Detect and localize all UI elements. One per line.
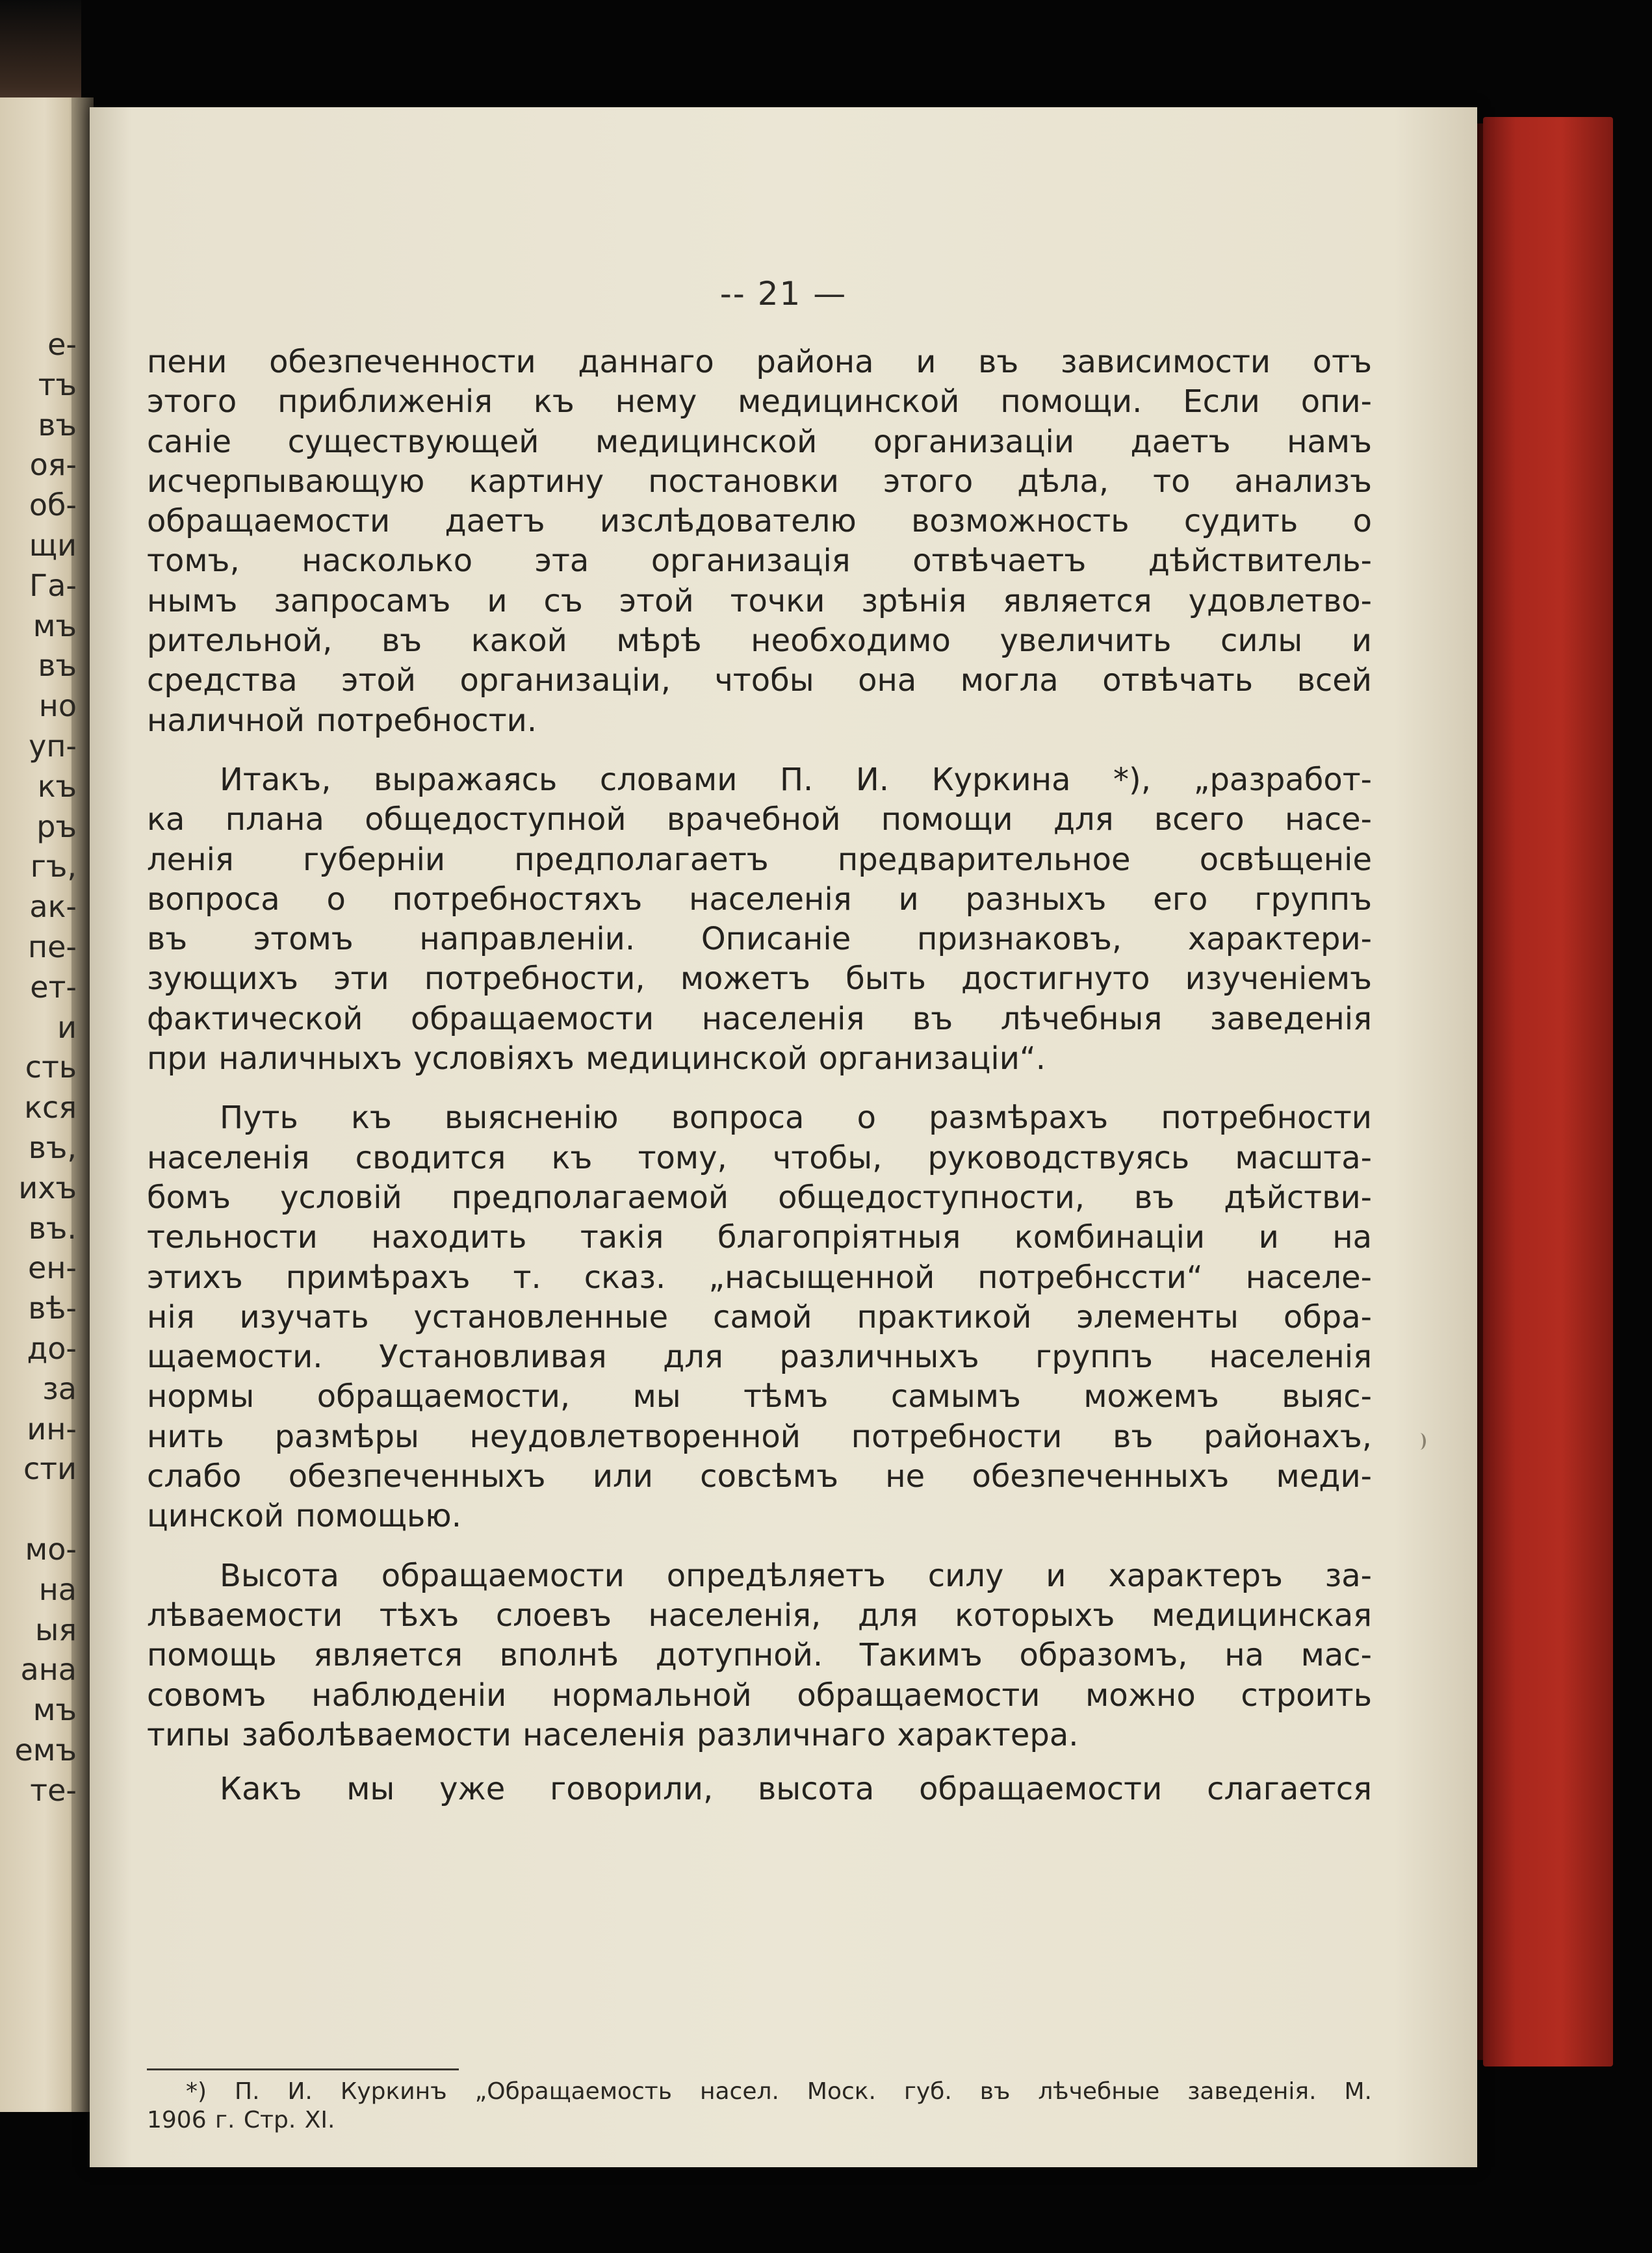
left-page-fragment: мо- bbox=[25, 1531, 77, 1567]
text-line: Итакъ, выражаясь словами П. И. Куркина *), „разработ- bbox=[220, 761, 1372, 798]
left-page-fragment: къ bbox=[37, 768, 77, 804]
footnote-line: 1906 г. Стр. XI. bbox=[147, 2107, 335, 2133]
body-text bbox=[147, 342, 1372, 1809]
text-line: въ этомъ направленіи. Описаніе признаковъ, характери- bbox=[147, 921, 1372, 958]
left-page-text-fragments bbox=[0, 325, 77, 1810]
text-line: обращаемости даетъ изслѣдователю возможность судить о bbox=[147, 503, 1372, 540]
text-line: нымъ запросамъ и съ этой точки зрѣнія является удовлетво- bbox=[147, 582, 1372, 619]
text-line: ленія губерніи предполагаетъ предварительное освѣщеніе bbox=[147, 841, 1372, 878]
text-line: лѣваемости тѣхъ слоевъ населенія, для которыхъ медицинская bbox=[147, 1597, 1372, 1634]
book-page bbox=[90, 107, 1477, 2167]
left-page-fragment: е- bbox=[47, 327, 77, 362]
text-line: населенія сводится къ тому, чтобы, руководствуясь масшта- bbox=[147, 1139, 1372, 1176]
left-page-fragment: ин- bbox=[27, 1411, 77, 1447]
text-line: саніе существующей медицинской организаціи даетъ намъ bbox=[147, 423, 1372, 460]
text-line: рительной, въ какой мѣрѣ необходимо увеличить силы и bbox=[147, 623, 1372, 660]
left-page-fragment: ихъ bbox=[18, 1170, 77, 1205]
text-line: цинской помощью. bbox=[147, 1498, 461, 1535]
text-line: нить размѣры неудовлетворенной потребности въ районахъ, bbox=[147, 1418, 1372, 1455]
text-line: при наличныхъ условіяхъ медицинской организаціи“. bbox=[147, 1040, 1046, 1077]
left-page-fragment: за bbox=[42, 1371, 77, 1406]
left-page-fragment: ръ bbox=[36, 808, 77, 844]
paragraph-gap bbox=[147, 1755, 1372, 1770]
text-line: пени обезпеченности даннаго района и въ зависимости отъ bbox=[147, 344, 1372, 380]
text-line: Высота обращаемости опредѣляетъ силу и характеръ за- bbox=[220, 1557, 1372, 1594]
text-line: фактической обращаемости населенія въ лѣчебныя заведенія bbox=[147, 1000, 1372, 1037]
text-line: совомъ наблюденіи нормальной обращаемости можно строить bbox=[147, 1677, 1372, 1714]
left-page-fragment: гъ, bbox=[30, 849, 77, 884]
text-line: наличной потребности. bbox=[147, 702, 537, 739]
left-page-fragment: ана bbox=[20, 1652, 77, 1688]
text-line: типы заболѣваемости населенія различнаго характера. bbox=[147, 1716, 1079, 1753]
left-page-fragment: емъ bbox=[14, 1732, 77, 1768]
left-page-fragment: въ bbox=[38, 648, 77, 684]
text-line: нормы обращаемости, мы тѣмъ самымъ можемъ выяс- bbox=[147, 1378, 1372, 1415]
text-line: ка плана общедоступной врачебной помощи для всего насе- bbox=[147, 801, 1372, 838]
footnote bbox=[147, 2078, 1372, 2135]
left-page-fragment: щи bbox=[29, 527, 77, 563]
left-page-fragment: уп- bbox=[29, 728, 77, 764]
left-page-fragment: мъ bbox=[32, 608, 77, 643]
right-red-cover bbox=[1483, 117, 1613, 2066]
text-line: Какъ мы уже говорили, высота обращаемости слагается bbox=[220, 1771, 1372, 1808]
left-page-fragment: мъ bbox=[32, 1692, 77, 1728]
footnote-line: *) П. И. Куркинъ „Обращаемость насел. Моск. губ. въ лѣчебные заведенія. М. bbox=[186, 2078, 1372, 2105]
left-page-fragment: въ bbox=[38, 407, 77, 443]
text-line: бомъ условій предполагаемой общедоступности, въ дѣйстви- bbox=[147, 1179, 1372, 1216]
footnote-rule bbox=[147, 2068, 459, 2070]
left-page-fragment: но bbox=[38, 688, 77, 724]
paragraph-gap bbox=[147, 1537, 1372, 1556]
paper-mark bbox=[1414, 1433, 1426, 1450]
left-page-fragment: сть bbox=[25, 1049, 77, 1085]
page-number: -- 21 — bbox=[719, 275, 847, 313]
left-page-fragment: ен- bbox=[28, 1250, 77, 1286]
left-page-fragment: вѣ- bbox=[28, 1291, 77, 1326]
left-page-fragment: ыя bbox=[35, 1612, 77, 1647]
text-line: Путь къ выясненію вопроса о размѣрахъ потребности bbox=[220, 1100, 1372, 1137]
text-line: тельности находить такія благопріятныя комбинаціи и на bbox=[147, 1219, 1372, 1256]
text-line: средства этой организаціи, чтобы она могла отвѣчать всей bbox=[147, 662, 1372, 699]
left-page-fragment: въ. bbox=[28, 1210, 77, 1246]
text-line: слабо обезпеченныхъ или совсѣмъ не обезпеченныхъ меди- bbox=[147, 1458, 1372, 1495]
text-line: этого приближенія къ нему медицинской помощи. Если опи- bbox=[147, 383, 1372, 420]
left-page-fragment: сти bbox=[23, 1451, 77, 1487]
text-line: нія изучать установленные самой практикой элементы обра- bbox=[147, 1298, 1372, 1335]
text-line: помощь является вполнѣ дотупной. Такимъ образомъ, на мас- bbox=[147, 1637, 1372, 1674]
paragraph-gap bbox=[147, 741, 1372, 760]
left-page-fragment: ак- bbox=[29, 889, 77, 925]
text-line: этихъ примѣрахъ т. сказ. „насыщенной потребнссти“ населе- bbox=[147, 1259, 1372, 1296]
text-line: щаемости. Установливая для различныхъ группъ населенія bbox=[147, 1339, 1372, 1376]
text-line: вопроса о потребностяхъ населенія и разныхъ его группъ bbox=[147, 881, 1372, 918]
left-page-fragment: ет- bbox=[30, 969, 77, 1005]
left-page-fragment: тъ bbox=[38, 367, 77, 402]
left-page-fragment: пе- bbox=[28, 929, 77, 964]
text-line: исчерпывающую картину постановки этого дѣла, то анализъ bbox=[147, 463, 1372, 500]
left-page-fragment: въ, bbox=[28, 1129, 77, 1165]
left-page-fragment: те- bbox=[30, 1772, 77, 1808]
left-page-fragment bbox=[0, 1489, 77, 1530]
left-page-fragment: кся bbox=[24, 1090, 77, 1126]
paragraph-gap bbox=[147, 1079, 1372, 1098]
left-page-fragment: на bbox=[38, 1571, 77, 1607]
left-page-fragment: об- bbox=[29, 487, 77, 523]
text-line: томъ, насколько эта организація отвѣчаетъ дѣйствитель- bbox=[147, 543, 1372, 580]
left-page-fragment: Га- bbox=[29, 567, 77, 603]
left-page-fragment: и bbox=[57, 1009, 77, 1045]
left-page-fragment: до- bbox=[27, 1330, 77, 1366]
left-page-fragment: оя- bbox=[29, 447, 77, 483]
text-line: зующихъ эти потребности, можетъ быть достигнуто изученіемъ bbox=[147, 960, 1372, 998]
